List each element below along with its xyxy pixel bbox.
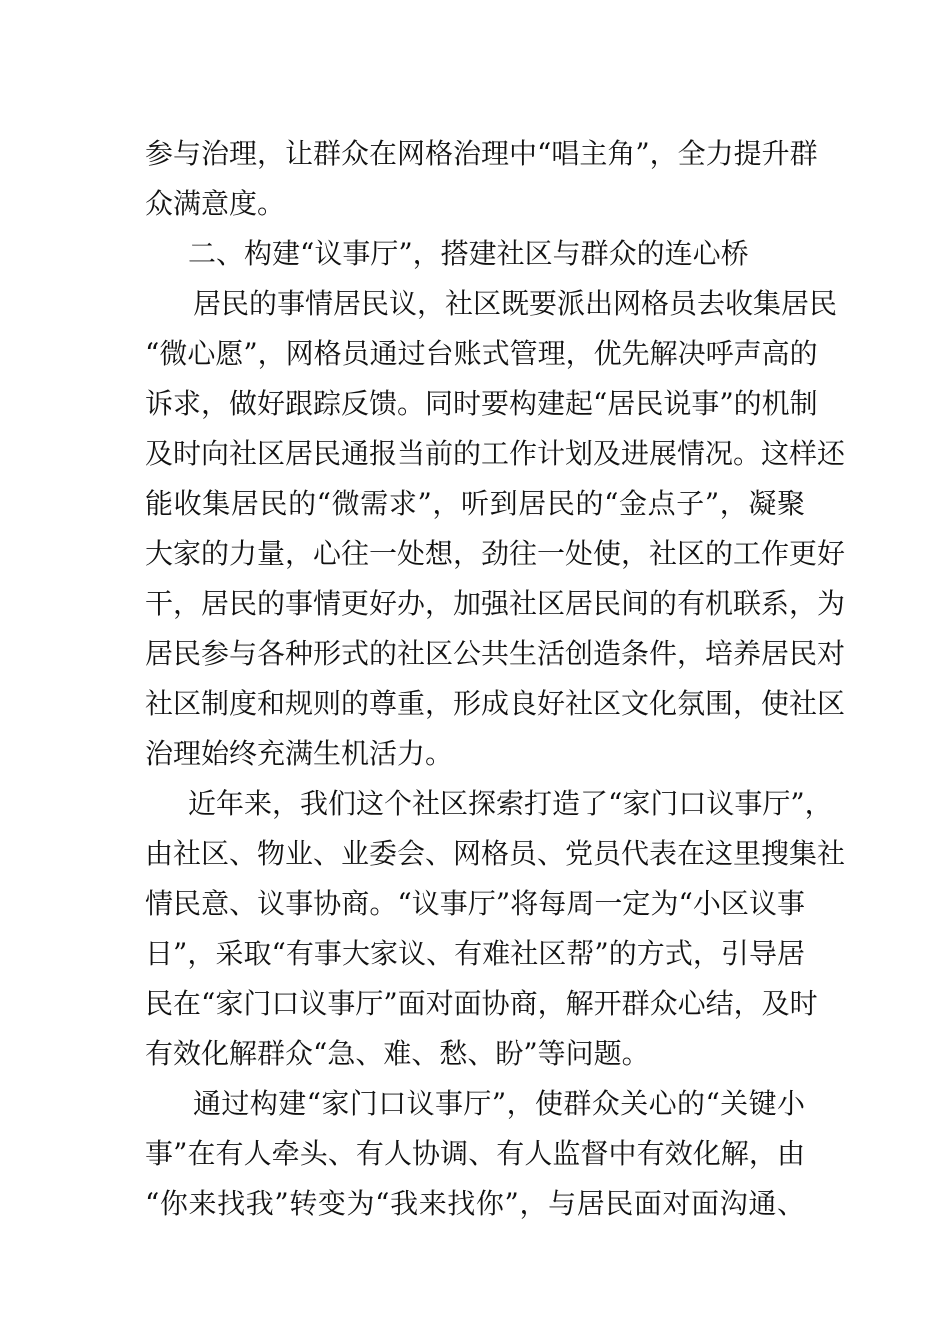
text-line: 居民参与各种形式的社区公共生活创造条件，培养居民对 <box>145 637 846 670</box>
text-line: “你来找我”转变为“我来找你”，与居民面对面沟通、 <box>145 1187 805 1220</box>
text-line: 日”，采取“有事大家议、有难社区帮”的方式，引导居 <box>145 937 805 970</box>
text-line: 有效化解群众“急、难、愁、盼”等问题。 <box>145 1037 650 1070</box>
text-line: 及时向社区居民通报当前的工作计划及进展情况。这样还 <box>145 437 846 470</box>
text-line: 治理始终充满生机活力。 <box>145 737 454 770</box>
text-line: 事”在有人牵头、有人协调、有人监督中有效化解，由 <box>145 1137 805 1170</box>
text-line: 由社区、物业、业委会、网格员、党员代表在这里搜集社 <box>145 837 846 870</box>
text-line: 能收集居民的“微需求”，听到居民的“金点子”，凝聚 <box>145 487 805 520</box>
text-line: 大家的力量，心往一处想，劲往一处使，社区的工作更好 <box>145 537 846 570</box>
text-line: 情民意、议事协商。“议事厅”将每周一定为“小区议事 <box>145 887 805 920</box>
section-heading: 二、构建“议事厅”，搭建社区与群众的连心桥 <box>188 237 749 270</box>
text-line: 通过构建“家门口议事厅”，使群众关心的“关键小 <box>193 1087 805 1120</box>
text-line: “微心愿”，网格员通过台账式管理，优先解决呼声高的 <box>145 337 818 370</box>
text-line: 参与治理，让群众在网格治理中“唱主角”，全力提升群 <box>145 137 818 170</box>
text-line: 众满意度。 <box>145 187 286 220</box>
text-line: 干，居民的事情更好办，加强社区居民间的有机联系，为 <box>145 587 846 620</box>
text-line: 近年来，我们这个社区探索打造了“家门口议事厅”， <box>188 787 833 820</box>
text-line: 诉求，做好跟踪反馈。同时要构建起“居民说事”的机制 <box>145 387 818 420</box>
text-line: 民在“家门口议事厅”面对面协商，解开群众心结，及时 <box>145 987 818 1020</box>
text-line: 居民的事情居民议，社区既要派出网格员去收集居民 <box>193 287 838 320</box>
text-line: 社区制度和规则的尊重，形成良好社区文化氛围，使社区 <box>145 687 846 720</box>
